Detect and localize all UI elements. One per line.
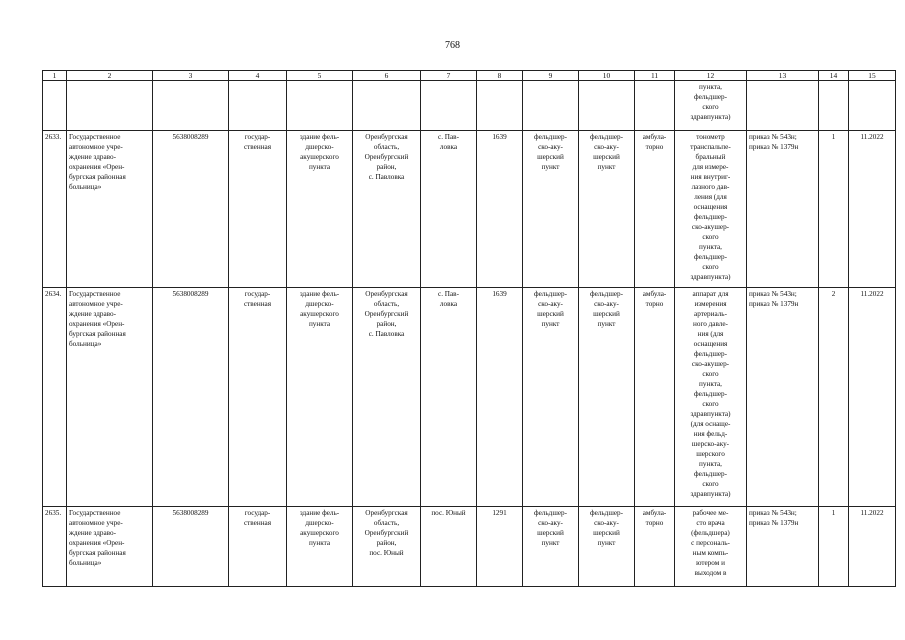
locality-cell	[421, 288, 477, 507]
text-line: область,	[373, 143, 400, 151]
text-line: Государственное	[69, 290, 121, 298]
quantity-cell: 1	[819, 131, 849, 288]
text-line: фельдшер-	[693, 213, 728, 221]
text-line: пункт	[597, 539, 616, 547]
text-line: ско-аку-	[594, 300, 619, 308]
text-line: Оренбургская	[365, 133, 408, 141]
text-line: государ-	[244, 133, 271, 141]
column-number-12: 12	[675, 71, 747, 81]
text-line: сто врача	[696, 519, 725, 527]
text-line: государ-	[244, 290, 271, 298]
text-line: акушерского	[300, 529, 339, 537]
text-line: амбула-	[642, 133, 667, 141]
text-line: Государственное	[69, 509, 121, 517]
text-line: фельдшер-	[533, 290, 568, 298]
column-number-1: 1	[43, 71, 67, 81]
text-line: шерский	[537, 310, 564, 318]
ownership-cell	[229, 507, 287, 587]
text-line: ждение здраво-	[69, 529, 116, 537]
text-line: ютером и	[696, 559, 725, 567]
address-cell	[353, 507, 421, 587]
legal-basis-cell	[747, 507, 819, 587]
text-line: (фельдшера)	[691, 529, 730, 537]
text-line: тонометр	[696, 133, 725, 141]
text-line: фельдшер-	[693, 470, 728, 478]
unit-name-cell	[579, 288, 635, 507]
text-line: рабочее ме-	[692, 509, 729, 517]
text-line: ственная	[243, 300, 272, 308]
column-number-6: 6	[353, 71, 421, 81]
text-line: здание фель-	[299, 133, 340, 141]
row-number-cell: 2633.	[43, 131, 67, 288]
text-line: ловка	[439, 300, 458, 308]
text-line: здравпункта)	[690, 410, 731, 418]
text-line: пункта,	[699, 83, 722, 91]
equipment-cell	[675, 131, 747, 288]
text-line: фельдшер-	[693, 350, 728, 358]
text-line: пункт	[541, 163, 560, 171]
text-line: район,	[376, 539, 397, 547]
text-line: ско-аку-	[538, 300, 563, 308]
text-line: больница»	[69, 183, 102, 191]
text-line: пос. Юный	[431, 509, 466, 517]
text-line: пункта,	[699, 380, 722, 388]
text-line: ского	[702, 263, 719, 271]
column-number-15: 15	[849, 71, 896, 81]
text-line: здание фель-	[299, 290, 340, 298]
text-line: шерский	[537, 529, 564, 537]
text-line: ления (для	[694, 193, 727, 201]
text-line: пункт	[541, 320, 560, 328]
text-line: охранения «Орен-	[69, 320, 125, 328]
text-line: дшерско-	[305, 300, 334, 308]
unit-name-cell	[579, 131, 635, 288]
text-line: больница»	[69, 559, 102, 567]
text-line: район,	[376, 163, 397, 171]
text-line: Оренбургская	[365, 290, 408, 298]
population-cell: 1639	[477, 288, 523, 507]
row-number-cell: 2634.	[43, 288, 67, 507]
date-cell: 11.2022	[849, 507, 896, 587]
text-line: приказ № 1379н	[749, 300, 799, 308]
text-line: шерского	[696, 450, 725, 458]
text-line: ско-аку-	[538, 519, 563, 527]
text-line: торно	[645, 519, 664, 527]
text-line: ско-аку-	[594, 519, 619, 527]
column-number-row	[43, 71, 896, 81]
locality-cell	[421, 507, 477, 587]
column-number-5: 5	[287, 71, 353, 81]
text-line: дшерско-	[305, 519, 334, 527]
text-line: больница»	[69, 340, 102, 348]
text-line: пункта	[308, 539, 331, 547]
text-line: ловка	[439, 143, 458, 151]
text-line: фельдшер-	[589, 509, 624, 517]
text-line: ного давле-	[693, 320, 728, 328]
building-cell	[287, 288, 353, 507]
text-line: ния (для	[697, 330, 724, 338]
text-line: пункта	[308, 320, 331, 328]
unit-type-cell	[523, 131, 579, 288]
text-line: шерско-аку-	[691, 440, 730, 448]
table-row	[43, 131, 896, 288]
text-line: ского	[702, 400, 719, 408]
text-line: для измере-	[692, 163, 729, 171]
text-line: торно	[645, 300, 664, 308]
registry-table	[42, 70, 896, 587]
text-line: приказ № 1379н	[749, 143, 799, 151]
text-line: пункт	[597, 320, 616, 328]
text-line: ского	[702, 103, 719, 111]
text-line: пункт	[597, 163, 616, 171]
text-line: фельдшер-	[533, 509, 568, 517]
population-cell: 1639	[477, 131, 523, 288]
text-line: пункта,	[699, 460, 722, 468]
text-line: амбула-	[642, 290, 667, 298]
column-number-9: 9	[523, 71, 579, 81]
column-number-10: 10	[579, 71, 635, 81]
inn-cell: 5638008289	[153, 507, 229, 587]
text-line: ждение здраво-	[69, 310, 116, 318]
column-number-11: 11	[635, 71, 675, 81]
text-line: ского	[702, 370, 719, 378]
text-line: измерения	[694, 300, 727, 308]
date-cell: 11.2022	[849, 288, 896, 507]
text-line: бургская районная	[69, 549, 126, 557]
text-line: бургская районная	[69, 330, 126, 338]
text-line: шерский	[537, 153, 564, 161]
text-line: (для оснаще-	[690, 420, 731, 428]
table-row	[43, 507, 896, 587]
text-line: Оренбургская	[365, 509, 408, 517]
text-line: фельдшер-	[693, 253, 728, 261]
text-line: ско-акушер-	[691, 223, 730, 231]
text-line: пос. Юный	[369, 549, 404, 557]
text-line: артериаль-	[694, 310, 727, 318]
column-number-3: 3	[153, 71, 229, 81]
text-line: амбула-	[642, 509, 667, 517]
text-line: ждение здраво-	[69, 153, 116, 161]
text-line: Оренбургский	[364, 310, 409, 318]
care-form-cell	[635, 288, 675, 507]
text-line: приказ № 543н;	[749, 509, 797, 517]
legal-basis-cell	[747, 131, 819, 288]
building-cell	[287, 131, 353, 288]
text-line: пункта	[308, 163, 331, 171]
text-line: выходом в	[694, 569, 727, 577]
text-line: Оренбургский	[364, 153, 409, 161]
equipment-cell	[675, 507, 747, 587]
population-cell: 1291	[477, 507, 523, 587]
organization-cell	[67, 288, 153, 507]
text-line: ным компь-	[692, 549, 729, 557]
text-line: ско-аку-	[538, 143, 563, 151]
unit-type-cell	[523, 507, 579, 587]
page-number: 768	[445, 40, 460, 51]
text-line: ского	[702, 480, 719, 488]
organization-cell	[67, 507, 153, 587]
date-cell: 11.2022	[849, 131, 896, 288]
text-line: автономное учре-	[69, 300, 123, 308]
text-line: пункт	[541, 539, 560, 547]
text-line: автономное учре-	[69, 143, 123, 151]
text-line: область,	[373, 300, 400, 308]
text-line: фельдшер-	[533, 133, 568, 141]
text-line: оснащения	[693, 203, 728, 211]
text-line: с персональ-	[691, 539, 730, 547]
text-line: приказ № 1379н	[749, 519, 799, 527]
column-number-13: 13	[747, 71, 819, 81]
text-line: приказ № 543н;	[749, 133, 797, 141]
text-line: район,	[376, 320, 397, 328]
text-line: охранения «Орен-	[69, 539, 125, 547]
quantity-cell: 1	[819, 507, 849, 587]
text-line: фельдшер-	[693, 390, 728, 398]
text-line: ния фельд-	[693, 430, 728, 438]
text-line: охранения «Орен-	[69, 163, 125, 171]
text-line: с. Павловка	[368, 330, 405, 338]
text-line: здание фель-	[299, 509, 340, 517]
text-line: государ-	[244, 509, 271, 517]
text-line: ско-аку-	[594, 143, 619, 151]
legal-basis-cell	[747, 288, 819, 507]
text-line: здравпункта)	[690, 273, 731, 281]
text-line: с. Пав-	[438, 290, 459, 298]
column-number-7: 7	[421, 71, 477, 81]
column-number-8: 8	[477, 71, 523, 81]
column-number-2: 2	[67, 71, 153, 81]
text-line: ния внутриг-	[690, 173, 731, 181]
inn-cell: 5638008289	[153, 288, 229, 507]
text-line: дшерско-	[305, 143, 334, 151]
text-line: Государственное	[69, 133, 121, 141]
text-line: шерский	[593, 529, 620, 537]
text-line: шерский	[593, 153, 620, 161]
text-line: транспальпе-	[690, 143, 731, 151]
row-number-cell: 2635.	[43, 507, 67, 587]
ownership-cell	[229, 131, 287, 288]
text-line: лазного дав-	[691, 183, 730, 191]
care-form-cell	[635, 507, 675, 587]
locality-cell	[421, 131, 477, 288]
text-line: ского	[702, 233, 719, 241]
table-row	[43, 288, 896, 507]
text-line: здравпункта)	[690, 490, 731, 498]
text-line: оснащения	[693, 340, 728, 348]
address-cell	[353, 288, 421, 507]
equipment-cell	[675, 288, 747, 507]
text-line: с. Пав-	[438, 133, 459, 141]
text-line: акушерского	[300, 310, 339, 318]
text-line: торно	[645, 143, 664, 151]
text-line: здравпункта)	[690, 113, 731, 121]
unit-type-cell	[523, 288, 579, 507]
ownership-cell	[229, 288, 287, 507]
address-cell	[353, 131, 421, 288]
column-number-4: 4	[229, 71, 287, 81]
care-form-cell	[635, 131, 675, 288]
text-line: ственная	[243, 143, 272, 151]
quantity-cell: 2	[819, 288, 849, 507]
text-line: приказ № 543н;	[749, 290, 797, 298]
column-number-14: 14	[819, 71, 849, 81]
text-line: аппарат для	[692, 290, 729, 298]
text-line: шерский	[593, 310, 620, 318]
text-line: автономное учре-	[69, 519, 123, 527]
continuation-row	[43, 81, 896, 131]
text-line: бургская районная	[69, 173, 126, 181]
unit-name-cell	[579, 507, 635, 587]
text-line: акушерского	[300, 153, 339, 161]
continuation-equipment-cell	[675, 81, 747, 131]
text-line: пункта,	[699, 243, 722, 251]
text-line: бральный	[695, 153, 726, 161]
text-line: область,	[373, 519, 400, 527]
building-cell	[287, 507, 353, 587]
organization-cell	[67, 131, 153, 288]
text-line: ственная	[243, 519, 272, 527]
text-line: фельдшер-	[589, 290, 624, 298]
text-line: фельдшер-	[589, 133, 624, 141]
text-line: Оренбургский	[364, 529, 409, 537]
text-line: ско-акушер-	[691, 360, 730, 368]
text-line: фельдшер-	[693, 93, 728, 101]
inn-cell: 5638008289	[153, 131, 229, 288]
text-line: с. Павловка	[368, 173, 405, 181]
